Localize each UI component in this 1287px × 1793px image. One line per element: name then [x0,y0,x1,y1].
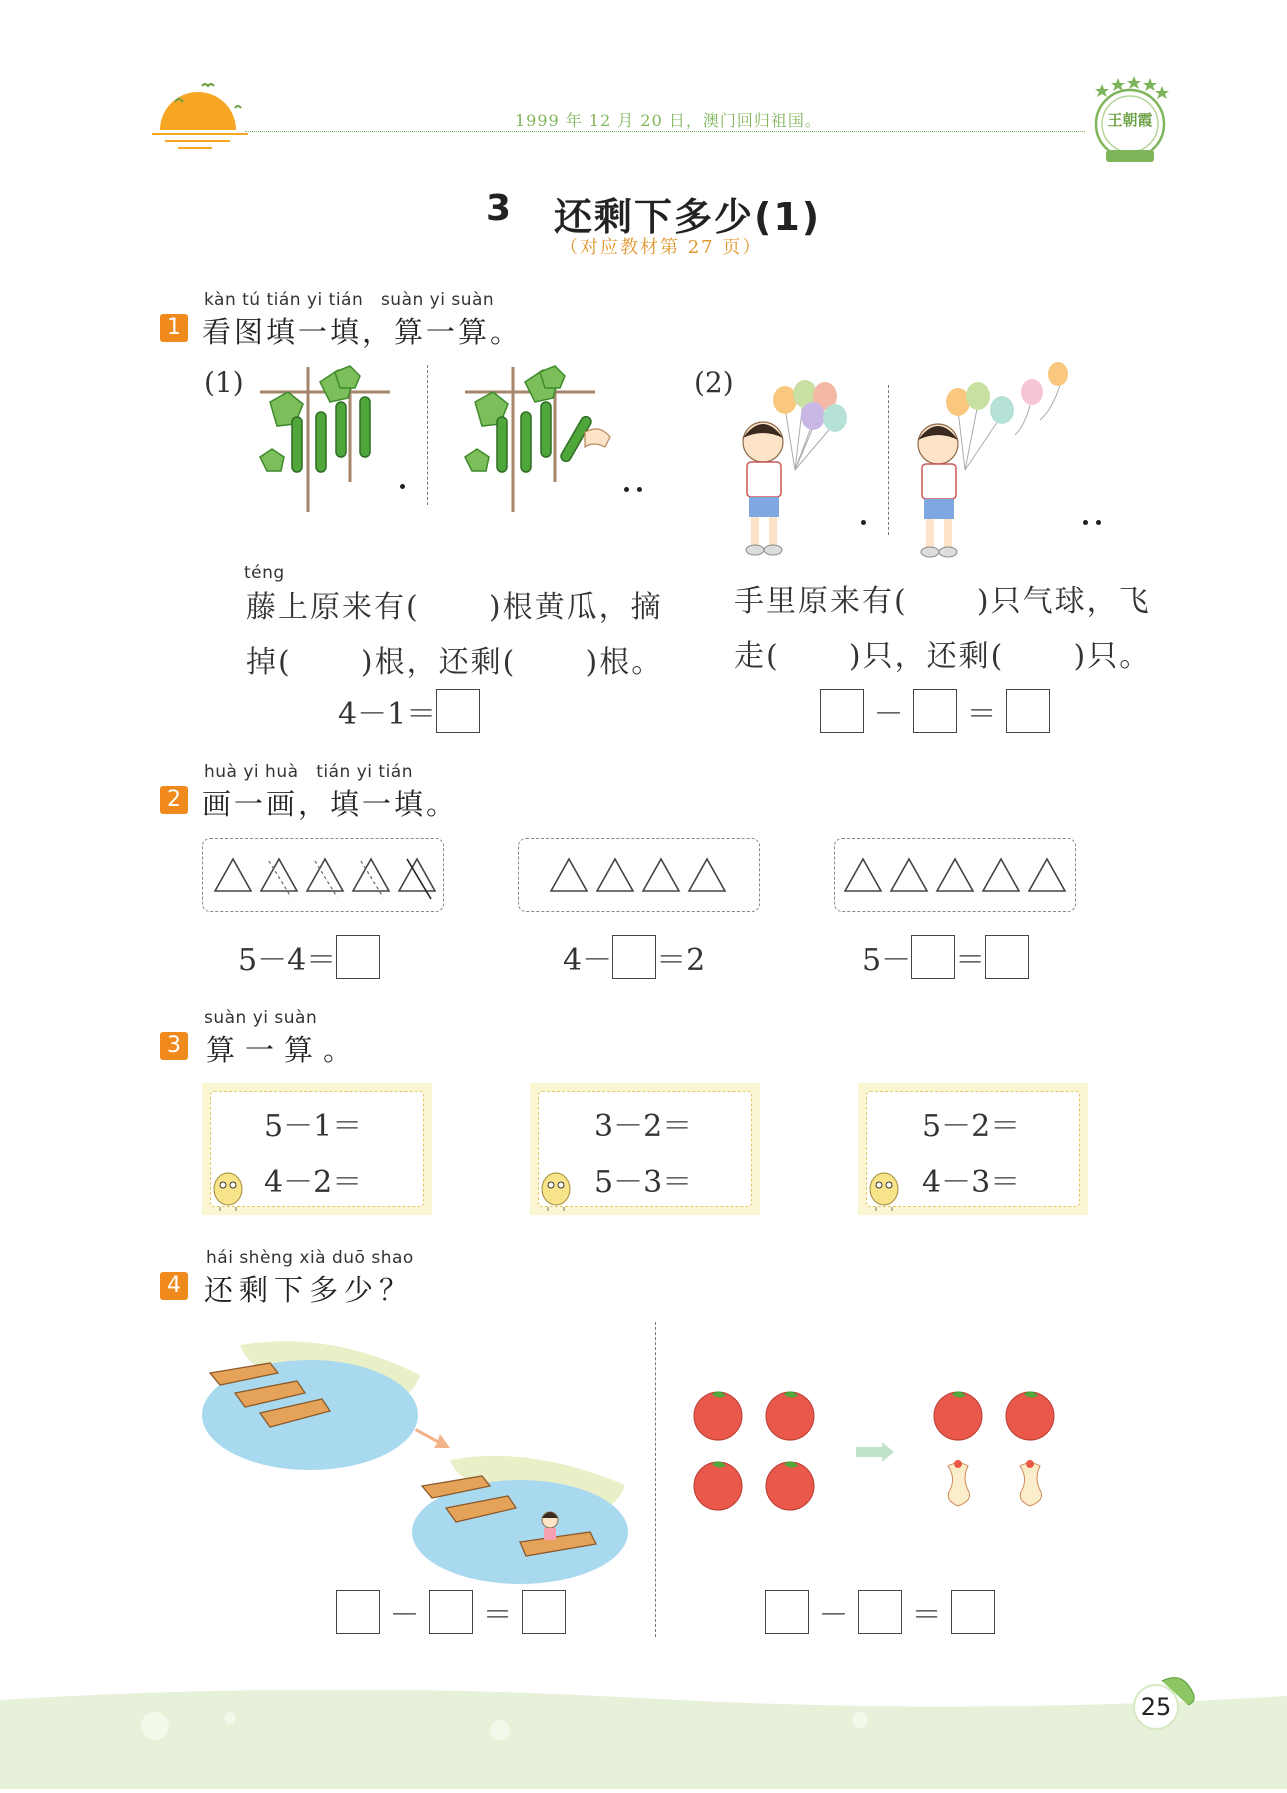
cucumber-vine-before-image [250,362,400,512]
equation-text: ＝ [955,943,986,978]
answer-box[interactable] [522,1590,566,1634]
calc-card-bottom: 5－3＝ [594,1165,693,1200]
answer-box[interactable] [1006,689,1050,733]
part1-divider [427,365,428,505]
arrow-icon [414,1422,454,1452]
calc-card-bottom: 4－2＝ [264,1165,363,1200]
part2-sentence-line2: 走( )只，还剩( )只。 [734,639,1152,674]
part2-sentence-line1: 手里原来有( )只气球，飞 [734,584,1151,619]
answer-box[interactable] [820,689,864,733]
boy-with-balloons-before-image [735,380,860,560]
section1-title: 看图填一填，算一算。 [202,315,523,349]
equation-text: ＝2 [656,943,706,978]
lesson-subtitle: （对应教材第 27 页） [560,237,763,258]
header-sun-icon [150,72,250,152]
answer-box[interactable] [765,1590,809,1634]
cucumber-vine-after-image [455,362,615,512]
apples-after-image [930,1390,1065,1515]
section2-title: 画一画，填一填。 [202,787,459,821]
dot-marker [400,484,405,489]
calc-card-bottom: 4－3＝ [922,1165,1021,1200]
page-number: 25 [1140,1693,1172,1721]
triangles [519,839,759,911]
answer-box[interactable] [985,935,1029,979]
calc-card-3 [858,1083,1088,1215]
section4-equation-boats [336,1590,566,1634]
mascot-icon [864,1167,904,1211]
part2-divider [888,385,889,535]
answer-box[interactable] [858,1590,902,1634]
part1-label: (1) [204,366,244,399]
section4-divider [655,1322,656,1637]
triangle-group-2 [518,838,760,912]
triangles [835,839,1075,911]
answer-box[interactable] [336,935,380,979]
section2-badge: 2 [160,786,188,814]
part1-pinyin-teng: téng [244,563,285,583]
part1-sentence-line1: 藤上原来有( )根黄瓜，摘 [246,590,663,625]
minus-sign: － [818,1598,849,1633]
calc-card-1 [202,1083,432,1215]
section2-equation-2 [563,935,705,979]
dot-marker [861,520,866,525]
footer-band [0,1690,1287,1789]
apples-before-image [690,1390,825,1515]
equation-text: 5－4＝ [238,943,337,978]
boats-before-image [200,1335,430,1475]
calc-card-top: 5－2＝ [922,1109,1021,1144]
page-number-badge [1122,1675,1202,1731]
boats-after-image [410,1450,630,1585]
header-divider [245,131,1085,132]
section2-equation-1 [238,935,380,979]
double-dot-marker [1083,520,1107,526]
equation-text: 5－ [862,943,912,978]
section3-badge: 3 [160,1032,188,1060]
calc-card-top: 3－2＝ [594,1109,693,1144]
part1-sentence-line2: 掉( )根，还剩( )根。 [246,645,664,680]
brand-logo [1090,76,1170,166]
section4-badge: 4 [160,1272,188,1300]
part1-equation [338,689,480,733]
section4-equation-apples [765,1590,995,1634]
answer-box[interactable] [951,1590,995,1634]
minus-sign: － [873,697,904,732]
section4-pinyin: hái shèng xià duō shao [206,1248,414,1268]
arrow-icon [856,1442,894,1462]
equals-sign: ＝ [911,1598,942,1633]
brand-logo-text: 王朝霞 [1107,111,1153,129]
lesson-number: 3 [486,188,512,229]
answer-box[interactable] [911,935,955,979]
mascot-icon [208,1167,248,1211]
equals-sign: ＝ [966,697,997,732]
calc-card-top: 5－1＝ [264,1109,363,1144]
answer-box[interactable] [336,1590,380,1634]
part2-label: (2) [694,366,734,399]
triangle-group-1 [202,838,444,912]
header-banner-text: 1999 年 12 月 20 日，澳门回归祖国。 [515,111,822,130]
section1-badge: 1 [160,314,188,342]
section1-pinyin: kàn tú tián yi tián suàn yi suàn [204,290,495,310]
section3-title: 算一算。 [206,1033,363,1067]
double-dot-marker [624,487,648,493]
answer-box[interactable] [612,935,656,979]
calc-card-2 [530,1083,760,1215]
mascot-icon [536,1167,576,1211]
part2-equation [820,689,1050,733]
triangles-crossed-out [203,839,443,911]
part1-equation-text: 4－1＝ [338,697,437,732]
answer-box[interactable] [429,1590,473,1634]
answer-box[interactable] [913,689,957,733]
triangle-group-3 [834,838,1076,912]
section3-pinyin: suàn yi suàn [204,1008,318,1028]
equation-text: 4－ [563,943,613,978]
minus-sign: － [389,1598,420,1633]
lesson-title: 还剩下多少(1) [554,195,822,239]
equals-sign: ＝ [482,1598,513,1633]
answer-box[interactable] [436,689,480,733]
boy-with-balloons-after-image [910,360,1100,560]
section2-pinyin: huà yi huà tián yi tián [204,762,413,782]
section2-equation-3 [862,935,1029,979]
section4-title: 还剩下多少？ [204,1273,415,1307]
